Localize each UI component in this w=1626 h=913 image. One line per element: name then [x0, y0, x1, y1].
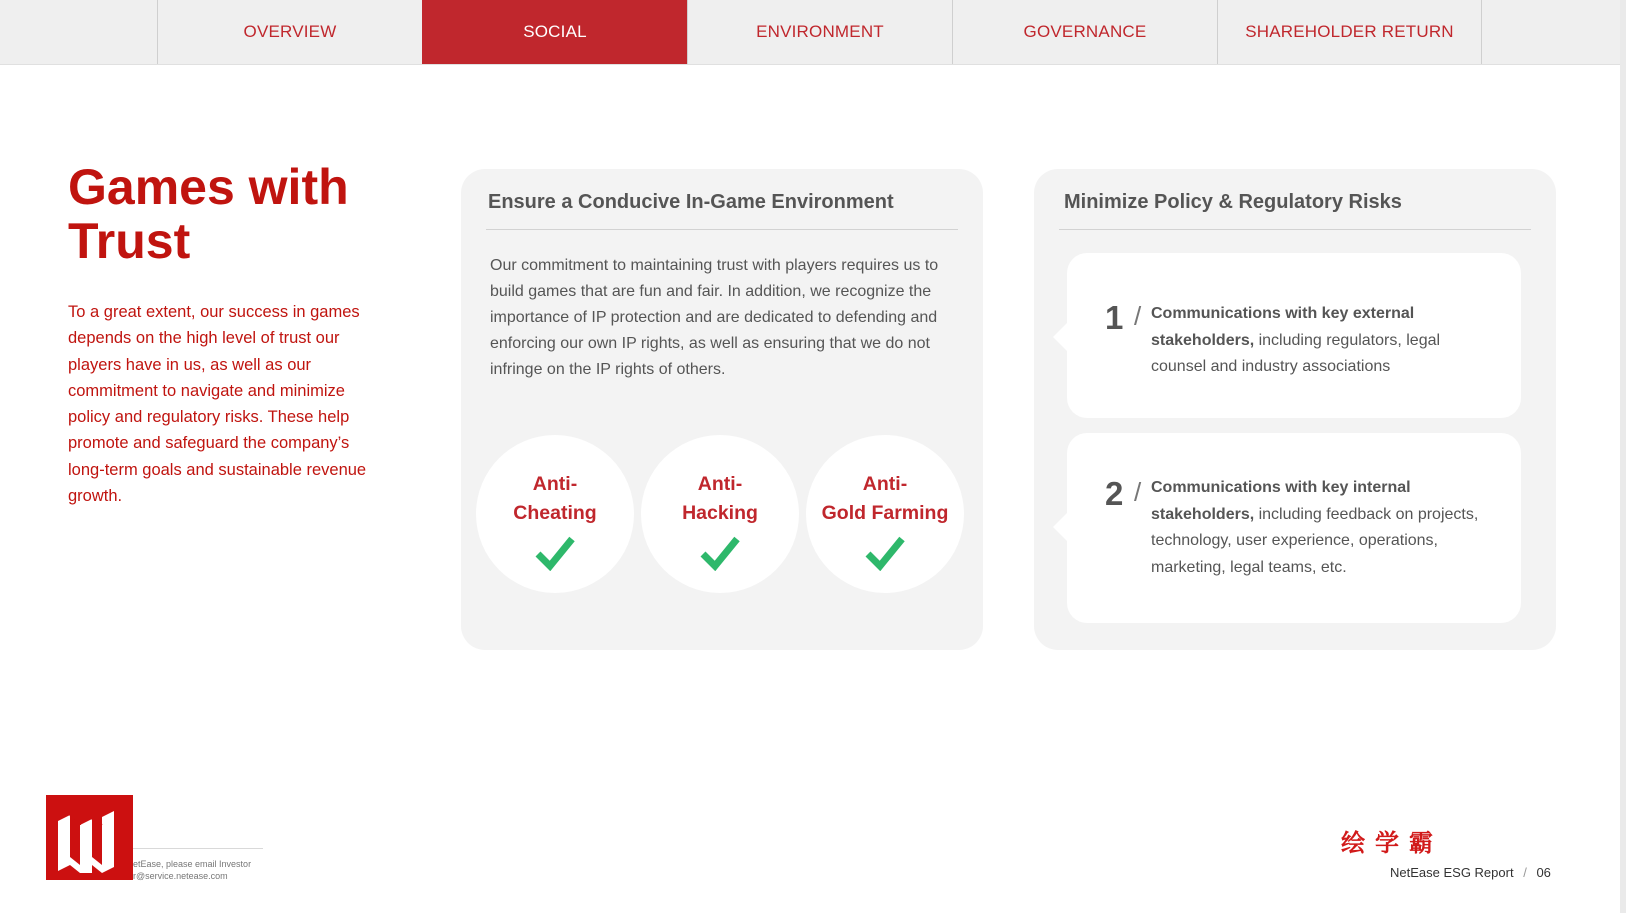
w-logo-icon: [46, 795, 133, 880]
contact-note-line1: etEase, please email Investor: [133, 859, 252, 869]
page-separator: /: [1523, 865, 1527, 880]
item-text-bold: Communications with key external stakeholders,: [1151, 305, 1415, 349]
policy-item-internal: [1067, 433, 1521, 623]
scrollbar-track[interactable]: [1620, 0, 1626, 913]
policy-card: [1034, 169, 1556, 650]
item-text: [1151, 475, 1491, 581]
policy-card-title: Minimize Policy & Regulatory Risks: [1064, 191, 1402, 213]
checkmark-icon: [535, 535, 575, 571]
anti-hacking-badge: [641, 435, 799, 593]
item-text-rest: including feedback on projects, technology, user experience, operations, marketing, legal teams, etc.: [1151, 505, 1479, 576]
intro-paragraph: To a great extent, our success in games depends on the high level of trust our players have in us, as well as our commitment to navigate and minimize policy and regulatory risks. These help promote and safeguard the company’s long-term goals and sustainable revenue growth.: [68, 303, 367, 506]
divider: [486, 229, 958, 230]
item-text: [1151, 301, 1491, 381]
item-slash: /: [1134, 477, 1142, 507]
tab-social[interactable]: SOCIAL: [422, 0, 687, 64]
item-text-bold: Communications with key internal stakeholders,: [1151, 479, 1411, 523]
page-footer: [1390, 865, 1551, 880]
top-nav: [0, 0, 1626, 65]
badge-label: Anti- Gold Farming: [821, 473, 949, 524]
anti-cheating-badge: [476, 435, 634, 593]
tab-governance[interactable]: GOVERNANCE: [952, 0, 1217, 64]
contact-note: [133, 858, 273, 882]
watermark-brand: 绘学霸: [1341, 830, 1443, 857]
item-number: 1: [1105, 299, 1124, 336]
brand-logo: [46, 795, 133, 880]
footer-divider: [133, 848, 263, 849]
divider: [1059, 229, 1531, 230]
checkmark-icon: [865, 535, 905, 571]
page-number: 06: [1536, 865, 1551, 880]
item-slash: /: [1134, 301, 1142, 331]
badge-label: Anti- Hacking: [682, 473, 758, 524]
item-text-rest: including regulators, legal counsel and industry associations: [1151, 331, 1441, 375]
environment-card-body: Our commitment to maintaining trust with players requires us to build games that are fun and fair. In addition, we recognize the importance of IP protection and are dedicated to defending and enforcing our own IP rights, as well as ensuring that we do not infringe on the IP rights of others.: [490, 257, 939, 378]
badge-label: Anti- Cheating: [513, 473, 597, 524]
item-number: 2: [1105, 475, 1124, 512]
environment-card-title: Ensure a Conducive In-Game Environment: [488, 191, 894, 213]
tab-environment[interactable]: ENVIRONMENT: [687, 0, 952, 64]
environment-card: [461, 169, 983, 650]
callout-notch: [1053, 513, 1067, 541]
callout-notch: [1053, 323, 1067, 351]
contact-email[interactable]: r@service.netease.com: [133, 871, 228, 881]
report-name: NetEase ESG Report: [1390, 865, 1514, 880]
anti-gold-farming-badge: [806, 435, 964, 593]
page-title: Games with Trust: [68, 159, 349, 269]
tab-overview[interactable]: OVERVIEW: [157, 0, 422, 64]
policy-item-external: [1067, 253, 1521, 418]
tab-shareholder-return[interactable]: SHAREHOLDER RETURN: [1217, 0, 1482, 64]
checkmark-icon: [700, 535, 740, 571]
